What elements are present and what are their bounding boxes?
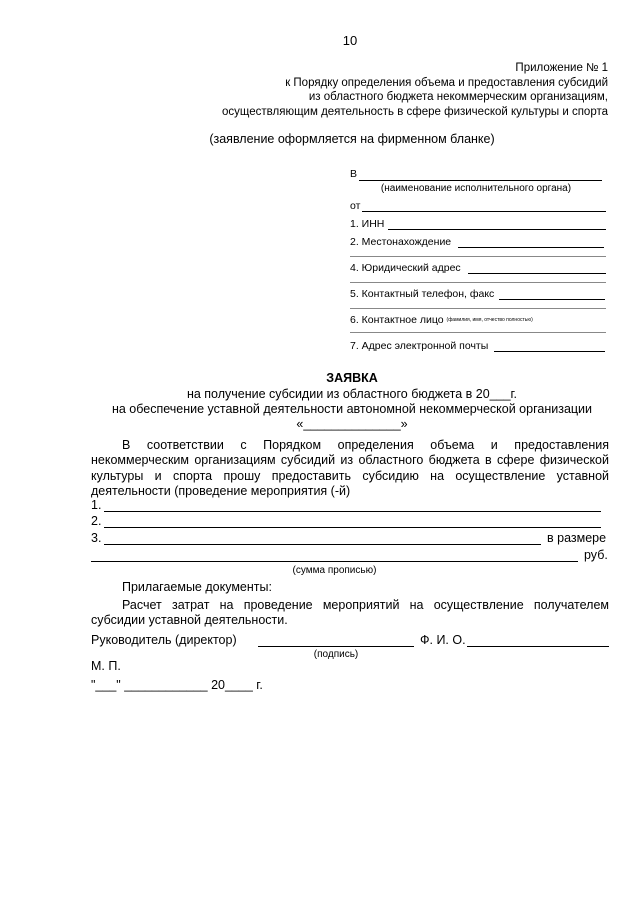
item-2-label: 2. (91, 514, 102, 528)
phone-label: 5. Контактный телефон, факс (350, 288, 495, 300)
email-field-line[interactable] (494, 351, 605, 352)
letterhead-note: (заявление оформляется на фирменном бланке) (209, 132, 495, 146)
phone-field-line[interactable] (499, 299, 605, 300)
legal-address-extra-line[interactable] (350, 282, 606, 283)
document-title: ЗАЯВКА (326, 371, 378, 385)
appendix-line-3: из областного бюджета некоммерческим организациям, (308, 91, 608, 103)
item-1-label: 1. (91, 498, 102, 512)
from-field-line[interactable] (362, 211, 606, 212)
request-paragraph: В соответствии с Порядком определения объема и предоставления некоммерческим организациям субсидий из областного бюджета в сфере физической культуры и спорта прошу предоставить субсидию на осуществление уставной деятельности (проведение мероприятия (-й) (91, 438, 609, 498)
location-field-line[interactable] (458, 247, 604, 248)
page-number: 10 (342, 33, 358, 48)
head-label: Руководитель (директор) (91, 633, 237, 647)
item-3-label: 3. (91, 531, 102, 545)
calc-paragraph: Расчет затрат на проведение мероприятий на осуществление получателем субсидии уставной деятельности. (91, 598, 609, 628)
contact-label (350, 314, 533, 326)
item-3-line[interactable] (104, 544, 541, 545)
to-prefix: В (350, 168, 358, 180)
document-subtitle-1: на получение субсидии из областного бюджета в 20___г. (186, 387, 518, 401)
contact-hint: (фамилия, имя, отчество полностью) (446, 317, 533, 324)
stamp-label: М. П. (91, 659, 121, 673)
from-prefix: от (350, 200, 361, 212)
appendix-line-1: Приложение № 1 (515, 62, 608, 74)
organization-name: «______________» (296, 417, 408, 431)
item-1-line[interactable] (104, 511, 601, 512)
phone-extra-line[interactable] (350, 308, 606, 309)
appendix-line-2: к Порядку определения объема и предоставления субсидий (285, 76, 608, 89)
to-field-line[interactable] (359, 180, 602, 181)
fio-line[interactable] (467, 646, 609, 647)
contact-label-text: 6. Контактное лицо (350, 314, 444, 326)
signature-line[interactable] (258, 646, 414, 647)
item-2-line[interactable] (104, 527, 601, 528)
attached-docs-label: Прилагаемые документы: (122, 580, 272, 594)
currency-label: руб. (584, 548, 608, 562)
location-extra-line[interactable] (350, 256, 606, 257)
appendix-block (222, 61, 608, 119)
signature-caption: (подпись) (313, 649, 359, 660)
to-caption: (наименование исполнительного органа) (380, 183, 572, 194)
contact-extra-line[interactable] (350, 332, 606, 333)
document-subtitle-2: на обеспечение уставной деятельности автономной некоммерческой организации (111, 402, 593, 416)
email-label: 7. Адрес электронной почты (350, 340, 489, 352)
date-line[interactable]: "___" ____________ 20____ г. (91, 678, 263, 692)
legal-address-field-line[interactable] (468, 273, 606, 274)
fio-label: Ф. И. О. (420, 633, 466, 647)
amount-caption: (сумма прописью) (292, 565, 377, 576)
appendix-line-4: осуществляющим деятельность в сфере физической культуры и спорта (222, 105, 608, 118)
amount-label: в размере (547, 531, 607, 545)
legal-address-label: 4. Юридический адрес (350, 262, 461, 274)
inn-label: 1. ИНН (350, 218, 385, 230)
inn-field-line[interactable] (388, 229, 606, 230)
location-label: 2. Местонахождение (350, 236, 452, 248)
amount-words-line[interactable] (91, 561, 578, 562)
